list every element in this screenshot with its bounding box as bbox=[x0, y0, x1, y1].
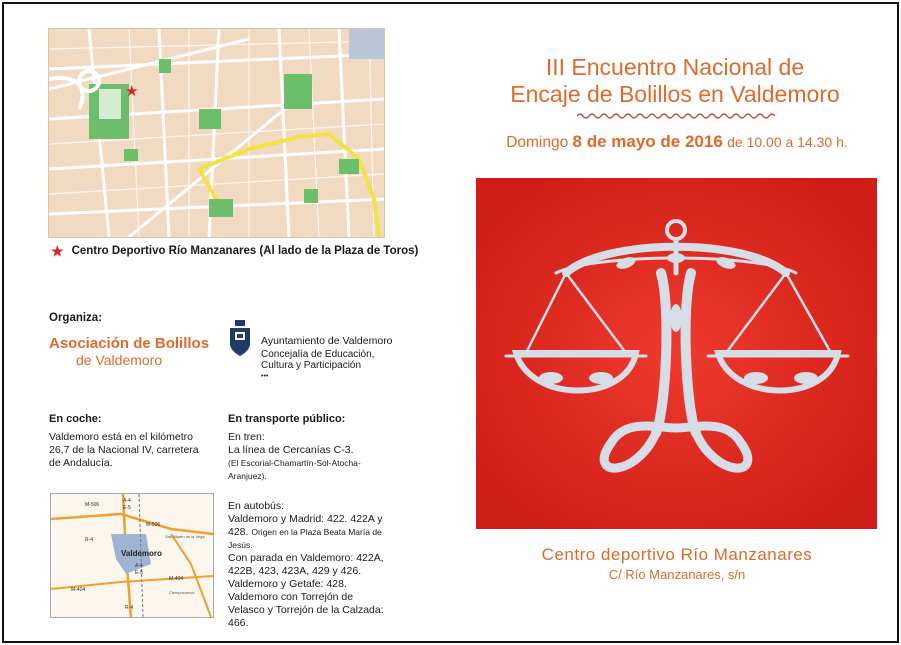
car-heading: En coche: bbox=[49, 413, 102, 425]
crest-icon bbox=[226, 318, 254, 358]
lace-photo bbox=[476, 178, 877, 529]
ayuntamiento-dots: ••• bbox=[261, 373, 269, 380]
date-time: de 10.00 a 14.30 h. bbox=[727, 134, 848, 150]
date-prefix: Domingo bbox=[506, 134, 569, 151]
ayuntamiento-dept: Concejalía de Educación, Cultura y Participación bbox=[261, 349, 375, 371]
venue-address: C/ Río Manzanares, s/n bbox=[608, 567, 746, 582]
transport-heading: En transporte público: bbox=[228, 413, 346, 425]
venue-name: Centro deportivo Río Manzanares bbox=[541, 545, 813, 564]
train-detail: (El Escorial-Chamartín-Sol-Atocha-Aranjuez). bbox=[228, 458, 361, 481]
association-logo-text bbox=[49, 336, 209, 368]
road-label: M-404 bbox=[169, 576, 184, 582]
road-label: A-4 bbox=[123, 498, 131, 504]
road-label: A-4 bbox=[135, 563, 143, 569]
route-town-label: Valdemoro bbox=[121, 549, 162, 558]
date-main: 8 de mayo de 2016 bbox=[572, 132, 723, 151]
organiza-label: Organiza: bbox=[49, 312, 103, 324]
map-legend-text: Centro Deportivo Río Manzanares (Al lado de la Plaza de Toros) bbox=[71, 245, 419, 257]
car-text: Valdemoro está en el kilómetro 26,7 de la Nacional IV, carretera de Andalucía. bbox=[49, 431, 199, 469]
association-place: de Valdemoro bbox=[76, 352, 163, 368]
road-label: R-4 bbox=[125, 605, 134, 611]
transport-section bbox=[228, 413, 388, 630]
bus-line-3: Valdemoro y Getafe: 428. bbox=[228, 578, 347, 590]
bus-line-2: Con parada en Valdemoro: 422A, 422B, 423, 423A, 429 y 426. bbox=[228, 552, 384, 577]
location-star-icon: ★ bbox=[125, 83, 139, 100]
road-label: E-5 bbox=[135, 570, 143, 576]
place-label: Ciempozuelos bbox=[169, 590, 195, 595]
venue-block bbox=[476, 545, 878, 582]
road-label: M-506 bbox=[146, 522, 161, 528]
place-label: San Martín de la Vega bbox=[165, 534, 205, 539]
decorative-wave bbox=[577, 112, 775, 120]
star-icon: ★ bbox=[51, 243, 64, 259]
car-section bbox=[49, 413, 209, 470]
event-title-line2: Encaje de Bolillos en Valdemoro bbox=[510, 81, 840, 107]
street-map bbox=[48, 28, 385, 238]
event-title bbox=[475, 54, 875, 108]
train-line: La línea de Cercanías C-3. bbox=[228, 444, 354, 456]
ayuntamiento-block bbox=[226, 318, 393, 382]
bus-line-1: Valdemoro y Madrid: 422. 422A y 428. Origen en la Plaza Beata María de Jesús. bbox=[228, 513, 383, 550]
event-title-line1: III Encuentro Nacional de bbox=[545, 54, 805, 80]
road-label: E-5 bbox=[123, 505, 131, 511]
ayuntamiento-name: Ayuntamiento de Valdemoro bbox=[261, 335, 393, 347]
road-label: M-506 bbox=[85, 502, 100, 508]
train-label: En tren: bbox=[228, 431, 265, 443]
event-date bbox=[476, 132, 878, 152]
bus-label: En autobús: bbox=[228, 500, 285, 512]
map-legend bbox=[51, 244, 418, 258]
association-name: Asociación de Bolillos bbox=[49, 335, 210, 352]
bus-line-4: Valdemoro con Torrejón de Velasco y Torrejón de la Calzada: 466. bbox=[228, 591, 384, 629]
road-label: R-4 bbox=[85, 537, 94, 543]
route-map bbox=[50, 493, 214, 618]
road-label: M-404 bbox=[71, 587, 86, 593]
